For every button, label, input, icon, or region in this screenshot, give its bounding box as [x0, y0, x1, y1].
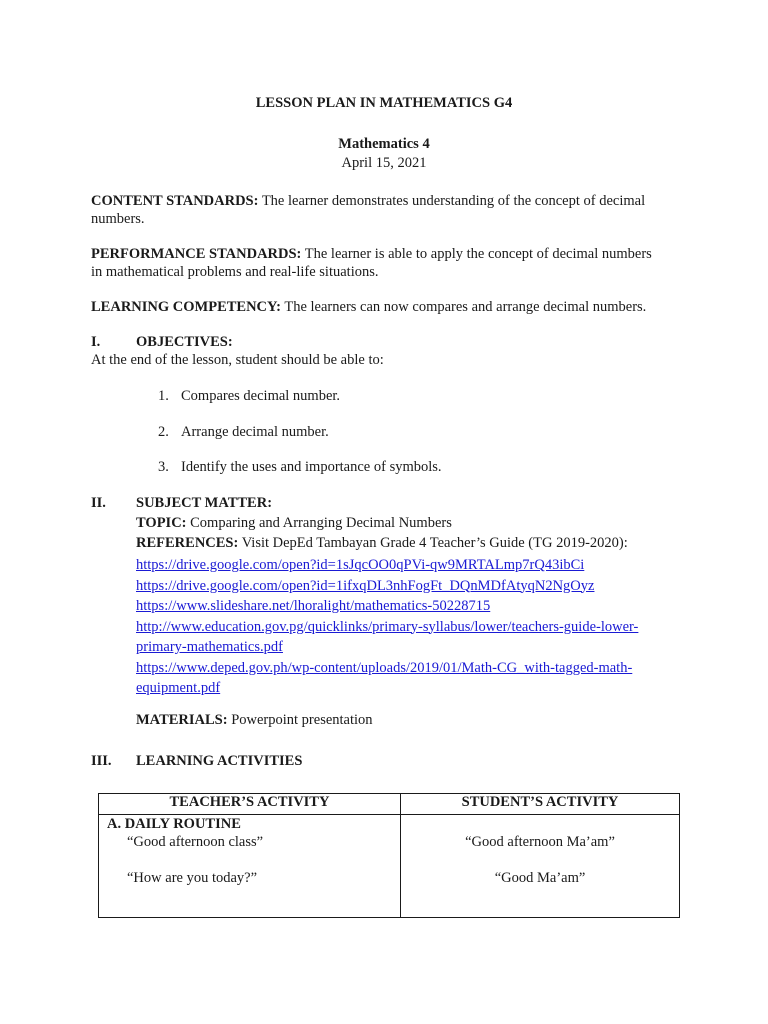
student-line: “Good Ma’am”: [494, 870, 586, 886]
document-title: LESSON PLAN IN MATHEMATICS G4: [255, 95, 513, 111]
learning-activities-heading: LEARNING ACTIVITIES: [136, 753, 303, 769]
student-line: “Good afternoon Ma’am”: [465, 834, 615, 850]
reference-link-deped[interactable]: https://www.deped.gov.ph/wp-content/uploads/2019/01/Math-CG_with-tagged-math-: [136, 659, 633, 676]
content-standards: [91, 192, 681, 228]
objective-item-number: 2.: [158, 424, 169, 440]
student-activity-cell: [401, 815, 680, 918]
objective-item-number: 1.: [158, 388, 169, 404]
reference-link-education-gov-pg-cont[interactable]: primary-mathematics.pdf: [136, 639, 283, 655]
performance-standards: [91, 245, 681, 281]
topic-label: TOPIC:: [136, 515, 187, 531]
teacher-activity-cell: [99, 815, 401, 918]
reference-link-deped-cont[interactable]: equipment.pdf: [136, 680, 221, 696]
performance-standards-text-cont: in mathematical problems and real-life situations.: [91, 264, 379, 280]
content-standards-text: The learner demonstrates understanding of the concept of decimal: [258, 193, 646, 209]
objectives-numeral: I.: [91, 334, 101, 350]
subject-matter-heading: SUBJECT MATTER:: [136, 495, 273, 511]
reference-link-drive-1[interactable]: https://drive.google.com/open?id=1sJqcOO0qPVi-qw9MRTALmp7rQ43ibCi: [136, 557, 585, 573]
objective-item-text: Identify the uses and importance of symbols.: [181, 459, 442, 475]
objective-item-number: 3.: [158, 459, 169, 475]
objectives-intro: At the end of the lesson, student should be able to:: [91, 352, 384, 368]
content-standards-text-cont: numbers.: [91, 211, 145, 227]
reference-link-education-gov-pg[interactable]: http://www.education.gov.pg/quicklinks/primary-syllabus/lower/teachers-guide-lower-: [136, 618, 639, 635]
reference-link-slideshare[interactable]: https://www.slideshare.net/lhoralight/mathematics-50228715: [136, 598, 491, 614]
daily-routine-label: A. DAILY ROUTINE: [107, 816, 241, 832]
materials-text: Powerpoint presentation: [227, 712, 373, 728]
topic-text: Comparing and Arranging Decimal Numbers: [186, 515, 452, 531]
column-header-student: STUDENT’S ACTIVITY: [401, 794, 680, 815]
table-row: [99, 815, 680, 918]
topic-line: [136, 515, 452, 532]
references-line: [136, 535, 628, 552]
subject-matter-numeral: II.: [91, 495, 106, 511]
objectives-heading: OBJECTIVES:: [136, 334, 233, 350]
teacher-line: “Good afternoon class”: [127, 834, 264, 850]
materials-label: MATERIALS:: [136, 712, 228, 728]
objective-item-text: Arrange decimal number.: [181, 424, 329, 440]
references-label: REFERENCES:: [136, 535, 239, 551]
lesson-date: April 15, 2021: [341, 155, 427, 171]
reference-links: [136, 555, 676, 699]
content-standards-label: CONTENT STANDARDS:: [91, 193, 259, 209]
column-header-teacher: TEACHER’S ACTIVITY: [99, 794, 401, 815]
reference-link-drive-2[interactable]: https://drive.google.com/open?id=1ifxqDL3nhFogFt_DQnMDfAtyqN2NgOyz: [136, 577, 595, 594]
activities-table: [98, 793, 680, 918]
objective-item-text: Compares decimal number.: [181, 388, 341, 404]
learning-competency-label: LEARNING COMPETENCY:: [91, 299, 281, 315]
performance-standards-text: The learner is able to apply the concept of decimal numbers: [301, 246, 652, 262]
learning-competency-text: The learners can now compares and arrange decimal numbers.: [281, 299, 647, 315]
materials-line: [136, 712, 373, 729]
learning-activities-numeral: III.: [91, 753, 112, 769]
teacher-line: “How are you today?”: [127, 870, 258, 886]
references-text: Visit DepEd Tambayan Grade 4 Teacher’s Guide (TG 2019-2020):: [238, 535, 628, 551]
table-header-row: [99, 794, 680, 815]
performance-standards-label: PERFORMANCE STANDARDS:: [91, 246, 302, 262]
subject-heading: Mathematics 4: [338, 136, 430, 152]
learning-competency: [91, 298, 681, 316]
